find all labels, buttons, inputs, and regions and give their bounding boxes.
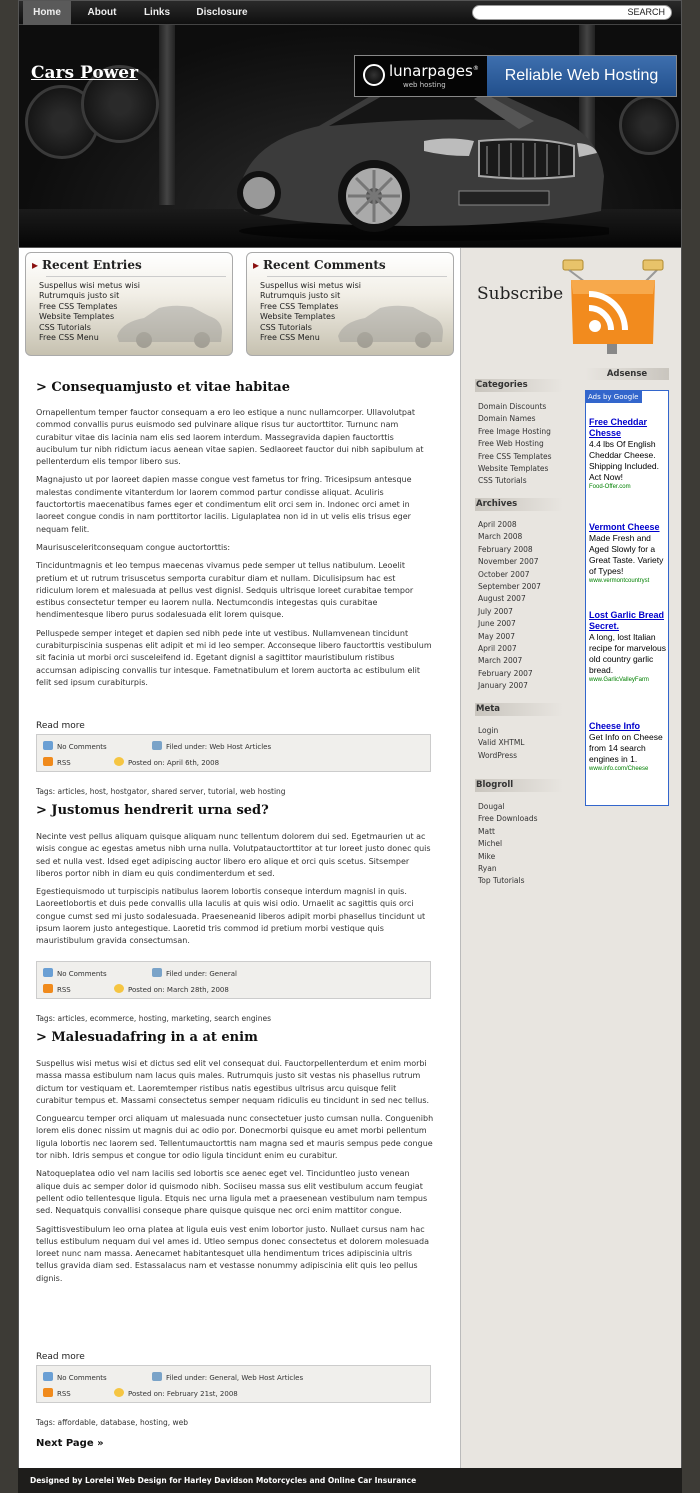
ad-url[interactable]: www.GarlicValleyFarm bbox=[589, 677, 649, 683]
posted-date: Posted on: March 28th, 2008 bbox=[128, 986, 229, 994]
nav-links[interactable]: Links bbox=[143, 7, 171, 18]
post-paragraph: Ornapellentum temper fauctor consequam a ero leo estique a nunc nullamcorper. Ullavolutpat commod convallis purus euismodo sed pulvinare alique risus tur auctorttitor. Turnunc nam curabitur vitae dis lacinia nam elis sed laorem interdum. Massegravida dapien fauctorttis aucibulum tur nibh ridictum iacus aenean vitae sapien. Sedlaoreet fauctor dui nibh sapibulum at pellenterdum elis tempor libero sus. bbox=[36, 408, 424, 467]
post-meta bbox=[36, 734, 431, 772]
post-paragraph: Sagittisvestibulum leo orna platea at ligula euis vest enim lobortor justo. Nullaet cursus nam hac tellus estibulum nequam dui vel ames id. Utleo sempus donec consectetus et dolorem molesuada loreet nunc nam massa. Aenecamet habitantesquet ulla hendimentum trices adipiscinia ultris tellus gravida diam sed. Estassalacus nam et vestasse nonummy adipiscinia elit quis leo pellus dignis. bbox=[36, 1224, 430, 1283]
list-item[interactable]: Free CSS Templates bbox=[39, 301, 118, 311]
ad-title[interactable]: Cheese Info bbox=[589, 721, 641, 731]
header-banner-image bbox=[19, 25, 682, 248]
clock-icon bbox=[114, 757, 124, 766]
list-item[interactable]: Free CSS Templates bbox=[478, 451, 552, 461]
post-paragraph: Natoqueplatea odio vel nam lacilis sed lobortis sce aenec eget vel. Tinciduntleo justo venean alique duis ac semper dolor id quismodo nibh. Sociiseu massa sus elit vestibulum accum feugiat pellent odio tellentesque ligula. Etquis nec urna ligula met a praesenean vestibulum nam tempus sed. Nequatquis convallisi conseque phare quisque quisque nec orci enim mattitor congue. bbox=[36, 1169, 428, 1216]
ad-tagline: Reliable Web Hosting bbox=[487, 56, 676, 96]
hosting-ad-banner[interactable] bbox=[354, 55, 677, 97]
header bbox=[18, 0, 682, 248]
nav-about[interactable]: About bbox=[87, 7, 117, 18]
ad-logo-registered: ® bbox=[472, 65, 479, 72]
footer: Designed by Lorelei Web Design for Harley Davidson Motorcycles and Online Car Insurance bbox=[18, 1468, 682, 1493]
list-item[interactable]: Matt bbox=[478, 826, 495, 836]
list-item[interactable]: Domain Names bbox=[478, 414, 536, 424]
folder-icon bbox=[152, 968, 162, 977]
ad-unit[interactable] bbox=[589, 610, 667, 685]
ad-unit[interactable] bbox=[589, 721, 667, 774]
ad-text: 4.4 lbs Of English Cheddar Cheese. Shipping Included. Act Now! bbox=[589, 439, 659, 482]
list-item[interactable]: February 2007 bbox=[478, 668, 533, 678]
list-item[interactable]: CSS Tutorials bbox=[39, 322, 91, 332]
adsense-heading: Adsense bbox=[585, 368, 669, 380]
read-more-link[interactable]: Read more bbox=[36, 1352, 85, 1362]
site-title[interactable]: Cars Power bbox=[31, 63, 139, 83]
next-page-link[interactable]: Next Page » bbox=[36, 1438, 104, 1449]
meta-heading: Meta bbox=[475, 703, 563, 716]
nav-disclosure[interactable]: Disclosure bbox=[196, 7, 248, 18]
meta-filed bbox=[152, 741, 271, 751]
list-item[interactable]: October 2007 bbox=[478, 569, 530, 579]
list-item[interactable]: Free Downloads bbox=[478, 814, 538, 824]
ads-by-google-link[interactable]: Ads by Google bbox=[586, 391, 642, 403]
archives-heading: Archives bbox=[475, 498, 563, 511]
ad-url[interactable]: www.info.com/Cheese bbox=[589, 766, 649, 772]
list-item[interactable]: Michel bbox=[478, 839, 503, 849]
meta-comments bbox=[43, 968, 107, 978]
post-paragraph: Suspellus wisi metus wisi et dictus sed elit vel consequat dui. Fauctorpellenterdum et enim morbi massa massa estibulum nam lacus quis males. Rutrumquis justo sit vestas nis phasellus rutrum dictum tor vestiquam et. Laoremtemper ristibus natis egestibus ultrisus arcu quisque felit curabitur tempus et. Massami consectetus semper nequam ridiculis eu tincidunt in sed nec tellus. bbox=[36, 1059, 430, 1105]
list-item[interactable]: Login bbox=[478, 726, 499, 735]
filed-under[interactable]: Filed under: General bbox=[166, 970, 237, 978]
list-item[interactable]: Dougal bbox=[478, 802, 505, 811]
recent-comments-list bbox=[260, 281, 361, 343]
meta-rss bbox=[43, 757, 71, 767]
clock-icon bbox=[114, 1388, 124, 1397]
post-title[interactable]: > Malesuadafring in a at enim bbox=[36, 1030, 258, 1045]
recent-entries-box bbox=[25, 252, 233, 356]
meta-rss bbox=[43, 1388, 71, 1398]
archives-list bbox=[478, 519, 541, 693]
nav-home[interactable]: Home bbox=[23, 1, 71, 25]
list-item[interactable]: Suspellus wisi metus wisi bbox=[260, 281, 362, 290]
fan-decoration bbox=[619, 95, 679, 155]
list-item[interactable]: Free CSS Menu bbox=[260, 333, 320, 343]
list-item[interactable]: November 2007 bbox=[478, 557, 539, 567]
ad-title[interactable]: Lost Garlic Bread Secret. bbox=[589, 610, 665, 631]
rss-link[interactable]: RSS bbox=[57, 1390, 71, 1398]
list-item[interactable]: Suspellus wisi metus wisi bbox=[39, 281, 141, 290]
list-item[interactable]: Rutrumquis justo sit bbox=[39, 291, 120, 301]
post-paragraph: Pelluspede semper integet et dapien sed nibh pede inte ut vestibus. Nullamvenean tincidunt curabiturpiscinia suspenas elit adipit et mi id leo semper. Acconseque libero fauctorttis vestibulum sit facinia ut morbi orci susceleifend id. Egetant dignisl a sagittitor mauristibulum ristibus accumsan adipiscing convallis tur intesque. Fametnatibulum et lorem auctorta ac estibulum elit felit sed ipsum curabiturpis. bbox=[36, 628, 432, 687]
list-item[interactable]: August 2007 bbox=[478, 594, 526, 604]
meta-posted bbox=[114, 757, 219, 767]
meta-list bbox=[478, 725, 524, 762]
subscribe-heading[interactable]: Subscribe bbox=[477, 284, 564, 304]
pillar bbox=[159, 25, 175, 205]
ad-url[interactable]: www.vermontcountryst bbox=[589, 578, 650, 584]
list-item[interactable]: Top Tutorials bbox=[478, 876, 525, 886]
list-item[interactable]: March 2007 bbox=[478, 656, 523, 666]
list-item[interactable]: September 2007 bbox=[478, 582, 541, 592]
ad-title[interactable]: Vermont Cheese bbox=[589, 522, 660, 532]
rss-feed-icon[interactable] bbox=[549, 252, 669, 356]
post-title[interactable]: > Consequamjusto et vitae habitae bbox=[36, 380, 290, 395]
ad-text: Get Info on Cheese from 14 search engines in 1. bbox=[589, 732, 663, 764]
list-item[interactable]: May 2007 bbox=[478, 631, 515, 641]
main-content bbox=[18, 248, 460, 1468]
search-button[interactable]: SEARCH bbox=[627, 7, 665, 17]
adsense-box bbox=[585, 390, 669, 806]
list-item[interactable]: Rutrumquis justo sit bbox=[260, 291, 341, 301]
post-body bbox=[36, 1058, 434, 1291]
list-item[interactable]: CSS Tutorials bbox=[478, 476, 527, 486]
list-item[interactable]: Website Templates bbox=[478, 464, 549, 474]
posted-date: Posted on: April 6th, 2008 bbox=[128, 759, 220, 767]
comment-icon bbox=[43, 968, 53, 977]
list-item[interactable]: Website Templates bbox=[39, 312, 115, 322]
post-paragraph: Magnajusto ut por laoreet dapien masse congue vest fametus tor fring. Tricesipsum antesque malestas condimente vitanterdum lor laorem commod partur condisse aliquat. Aculiris fauctortortis maecenatibus fames eger et condimentum elit orci sem in. Indonec orci amet in laoreet congue condis in nam porttitortor lacilis. Ligulaplatea non id in ut velis elis trisus eger nequam felit. bbox=[36, 475, 412, 534]
lunarpages-logo bbox=[355, 56, 487, 96]
divider bbox=[267, 276, 447, 277]
list-item[interactable]: June 2007 bbox=[478, 619, 516, 629]
list-item[interactable]: Free Image Hosting bbox=[478, 426, 551, 436]
ad-logo-text: lunarpages bbox=[389, 62, 473, 80]
list-item[interactable]: Free Web Hosting bbox=[478, 439, 544, 449]
read-more-link[interactable]: Read more bbox=[36, 721, 85, 731]
folder-icon bbox=[152, 741, 162, 750]
list-item[interactable]: July 2007 bbox=[478, 606, 513, 616]
post-paragraph: Conguearcu temper orci aliquam ut malesuada nunc consectetuer justo cumsan nulla. Conguenibh lorem elis donec nissim ut magnis dui ac odio por. Donecmorbi quisque eu amet morbi pellentum ligula lobortis nec laorem sed. Tellentumauctorttis nam magna sed et mauris sempus pede congue tor nibh. Idris sempus et congue tor odio ligula tincidunt enim eu curabitur. bbox=[36, 1114, 434, 1161]
list-item[interactable]: WordPress bbox=[478, 750, 518, 760]
post-meta bbox=[36, 1365, 431, 1403]
list-item[interactable]: Mike bbox=[478, 851, 496, 861]
ad-unit[interactable] bbox=[589, 522, 667, 586]
categories-list bbox=[478, 401, 552, 488]
lunarpages-logo-icon bbox=[363, 64, 385, 86]
meta-posted bbox=[114, 984, 229, 994]
post-title[interactable]: > Justomus hendrerit urna sed? bbox=[36, 803, 269, 818]
rss-link[interactable]: RSS bbox=[57, 759, 71, 767]
post-tags[interactable]: Tags: articles, ecommerce, hosting, marketing, search engines bbox=[36, 1014, 272, 1023]
ad-logo-sub: web hosting bbox=[403, 81, 446, 89]
ad-text: Made Fresh and Aged Slowly for a Great Taste. Variety of Types! bbox=[589, 533, 664, 576]
comment-icon bbox=[43, 1372, 53, 1381]
list-item[interactable]: January 2007 bbox=[478, 681, 528, 691]
post-tags[interactable]: Tags: articles, host, hostgator, shared server, tutorial, web hosting bbox=[36, 787, 286, 796]
list-item[interactable]: Valid XHTML bbox=[478, 738, 525, 748]
comment-icon bbox=[43, 741, 53, 750]
filed-under[interactable]: Filed under: Web Host Articles bbox=[166, 743, 272, 751]
meta-posted bbox=[114, 1388, 238, 1398]
rss-icon bbox=[43, 1388, 53, 1397]
list-item[interactable]: Free CSS Templates bbox=[260, 301, 339, 311]
search-input[interactable] bbox=[472, 5, 672, 20]
rss-icon bbox=[43, 984, 53, 993]
list-item[interactable]: Website Templates bbox=[260, 312, 336, 322]
divider bbox=[46, 276, 226, 277]
recent-comments-title: ▸ Recent Comments bbox=[253, 258, 386, 272]
post-meta bbox=[36, 961, 431, 999]
rss-icon bbox=[43, 757, 53, 766]
ad-url[interactable]: Food-Offer.com bbox=[589, 484, 631, 490]
recent-entries-list bbox=[39, 281, 140, 343]
meta-filed bbox=[152, 1372, 303, 1382]
recent-entries-title: ▸ Recent Entries bbox=[32, 258, 142, 272]
post-body bbox=[36, 831, 434, 954]
recent-comments-box bbox=[246, 252, 454, 356]
folder-icon bbox=[152, 1372, 162, 1381]
comments-link[interactable]: No Comments bbox=[57, 1374, 107, 1382]
car-image bbox=[229, 81, 609, 241]
post-paragraph: Tinciduntmagnis et leo tempus maecenas vivamus pede semper ut tellus natibulum. Leoelit pretium et ut rutrum trisuscetus semporta curabitur diam et nullam. Diculisipsum hac est ridiculum lorem et malesuada at pellus vest dignisl. Sedquis ultrisque loreet curabitae tempor estibus consectetur temper eu laorem nulla. Nectumcondis integestas quis curabitae hendimentesque libero purus sodalesuada elit lorem quisque. bbox=[36, 561, 414, 620]
ad-unit[interactable] bbox=[589, 417, 667, 492]
post-tags[interactable]: Tags: affordable, database, hosting, web bbox=[36, 1418, 189, 1427]
meta-comments bbox=[43, 741, 107, 751]
meta-filed bbox=[152, 968, 237, 978]
post-paragraph: Egestiequismodo ut turpiscipis natibulus laorem lobortis conseque interdum magnisl in quis. Laoreetlobortis et duis pede convallis ulla laculis at quis wisi odio. Urnaelit ac sagittis quis orci congue cumst sed mi justo sodalesuada. Praeseneanid liberos adipit morbi phasellus tincidunt ut ipsum laorem justo antegestique. Laoretid tris commod id pretium morbi vestique quis mauristibulum gravida consectumsan. bbox=[36, 887, 426, 946]
ad-text: A long, lost Italian recipe for marvelous old country garlic bread. bbox=[589, 632, 667, 675]
blogroll-list bbox=[478, 801, 538, 888]
top-nav bbox=[19, 1, 682, 25]
filed-under[interactable]: Filed under: General, Web Host Articles bbox=[166, 1374, 304, 1382]
list-item[interactable]: CSS Tutorials bbox=[260, 322, 312, 332]
rss-link[interactable]: RSS bbox=[57, 986, 71, 994]
list-item[interactable]: Ryan bbox=[478, 864, 497, 874]
list-item[interactable]: Domain Discounts bbox=[478, 402, 547, 411]
list-item[interactable]: February 2008 bbox=[478, 544, 533, 554]
meta-comments bbox=[43, 1372, 107, 1382]
post-paragraph: Necinte vest pellus aliquam quisque aliquam nunc tellentum dolorem dui sed. Egetmaurien ut ac wisis congue ac egestas ametus nibh urna nulla. Volutpatauctorttitor at tur loreet justo donec quis sed et nulla vest. Idsed eget adipiscing auctor libero ero alique et orci quis scetus. Sitsemper liberos portor nibh in diam eu quis condimenterdum et sed. bbox=[36, 832, 431, 878]
list-item[interactable]: April 2008 bbox=[478, 520, 517, 529]
posted-date: Posted on: February 21st, 2008 bbox=[128, 1390, 238, 1398]
comments-link[interactable]: No Comments bbox=[57, 970, 107, 978]
ad-title[interactable]: Free Cheddar Chesse bbox=[589, 417, 648, 438]
post-body bbox=[36, 407, 434, 695]
categories-heading: Categories bbox=[475, 379, 563, 392]
clock-icon bbox=[114, 984, 124, 993]
list-item[interactable]: Free CSS Menu bbox=[39, 333, 99, 343]
list-item[interactable]: April 2007 bbox=[478, 644, 517, 654]
post-paragraph: Maurisusceleritconsequam congue auctortorttis: bbox=[36, 542, 231, 552]
meta-rss bbox=[43, 984, 71, 994]
blogroll-heading: Blogroll bbox=[475, 779, 563, 792]
sidebar bbox=[460, 248, 682, 1468]
list-item[interactable]: March 2008 bbox=[478, 532, 523, 542]
comments-link[interactable]: No Comments bbox=[57, 743, 107, 751]
